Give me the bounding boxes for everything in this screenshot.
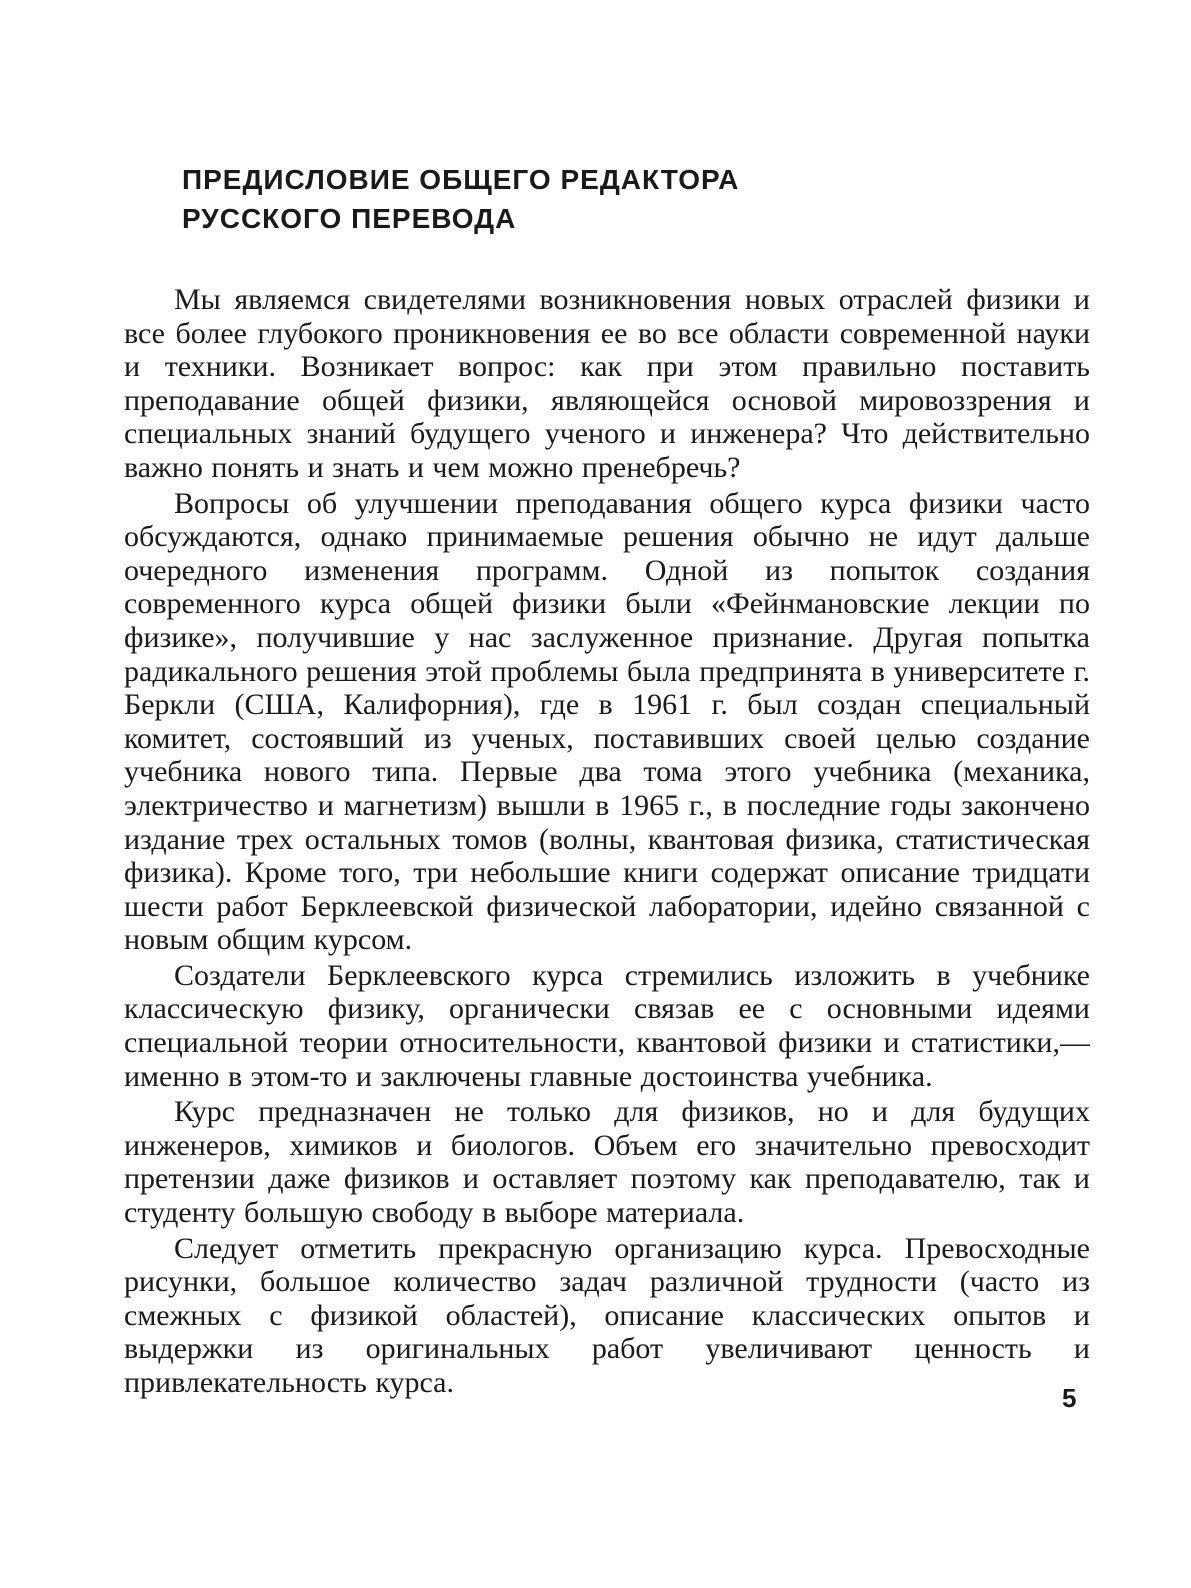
preface-heading [182, 160, 882, 238]
page-number: 5 [1062, 1383, 1077, 1413]
paragraph-3: Создатели Берклеевского курса стремились изложить в учебнике классическую физику, органически связав ее с основными идеями специальной теории относительности, квантовой физики и статистики,— именно в этом-то и заключены главные достоинства учебника. [124, 958, 1090, 1093]
heading-line-1: ПРЕДИСЛОВИЕ ОБЩЕГО РЕДАКТОРА [182, 164, 740, 195]
paragraph-5: Следует отметить прекрасную организацию курса. Превосходные рисунки, большое количество задач различной трудности (часто из смежных с физикой областей), описание классических опытов и выдержки из оригинальных работ увеличивают ценность и привлекательность курса. [124, 1231, 1090, 1399]
preface-body [124, 283, 1090, 1400]
paragraph-2: Вопросы об улучшении преподавания общего курса физики часто обсуждаются, однако принимаемые решения обычно не идут дальше очередного изменения программ. Одной из попыток создания современного курса общей физики были «Фейнмановские лекции по физике», получившие у нас заслуженное признание. Другая попытка радикального решения этой проблемы была предпринята в университете г. Беркли (США, Калифорния), где в 1961 г. был создан специальный комитет, состоявший из ученых, поставивших своей целью создание учебника нового типа. Первые два тома этого учебника (механика, электричество и магнетизм) вышли в 1965 г., в последние годы закончено издание трех остальных томов (волны, квантовая физика, статистическая физика). Кроме того, три небольшие книги содержат описание тридцати шести работ Берклеевской физической лаборатории, идейно связанной с новым общим курсом. [124, 486, 1090, 957]
paragraph-1: Мы являемся свидетелями возникновения новых отраслей физики и все более глубокого проникновения ее во все области современной науки и техники. Возникает вопрос: как при этом правильно поставить преподавание общей физики, являющейся основой мировоззрения и специальных знаний будущего ученого и инженера? Что действительно важно понять и знать и чем можно пренебречь? [124, 283, 1090, 484]
heading-line-2: РУССКОГО ПЕРЕВОДА [182, 203, 517, 234]
paragraph-4: Курс предназначен не только для физиков, но и для будущих инженеров, химиков и биологов. Объем его значительно превосходит претензии даже физиков и оставляет поэтому как преподавателю, так и студенту большую свободу в выборе материала. [124, 1095, 1090, 1230]
